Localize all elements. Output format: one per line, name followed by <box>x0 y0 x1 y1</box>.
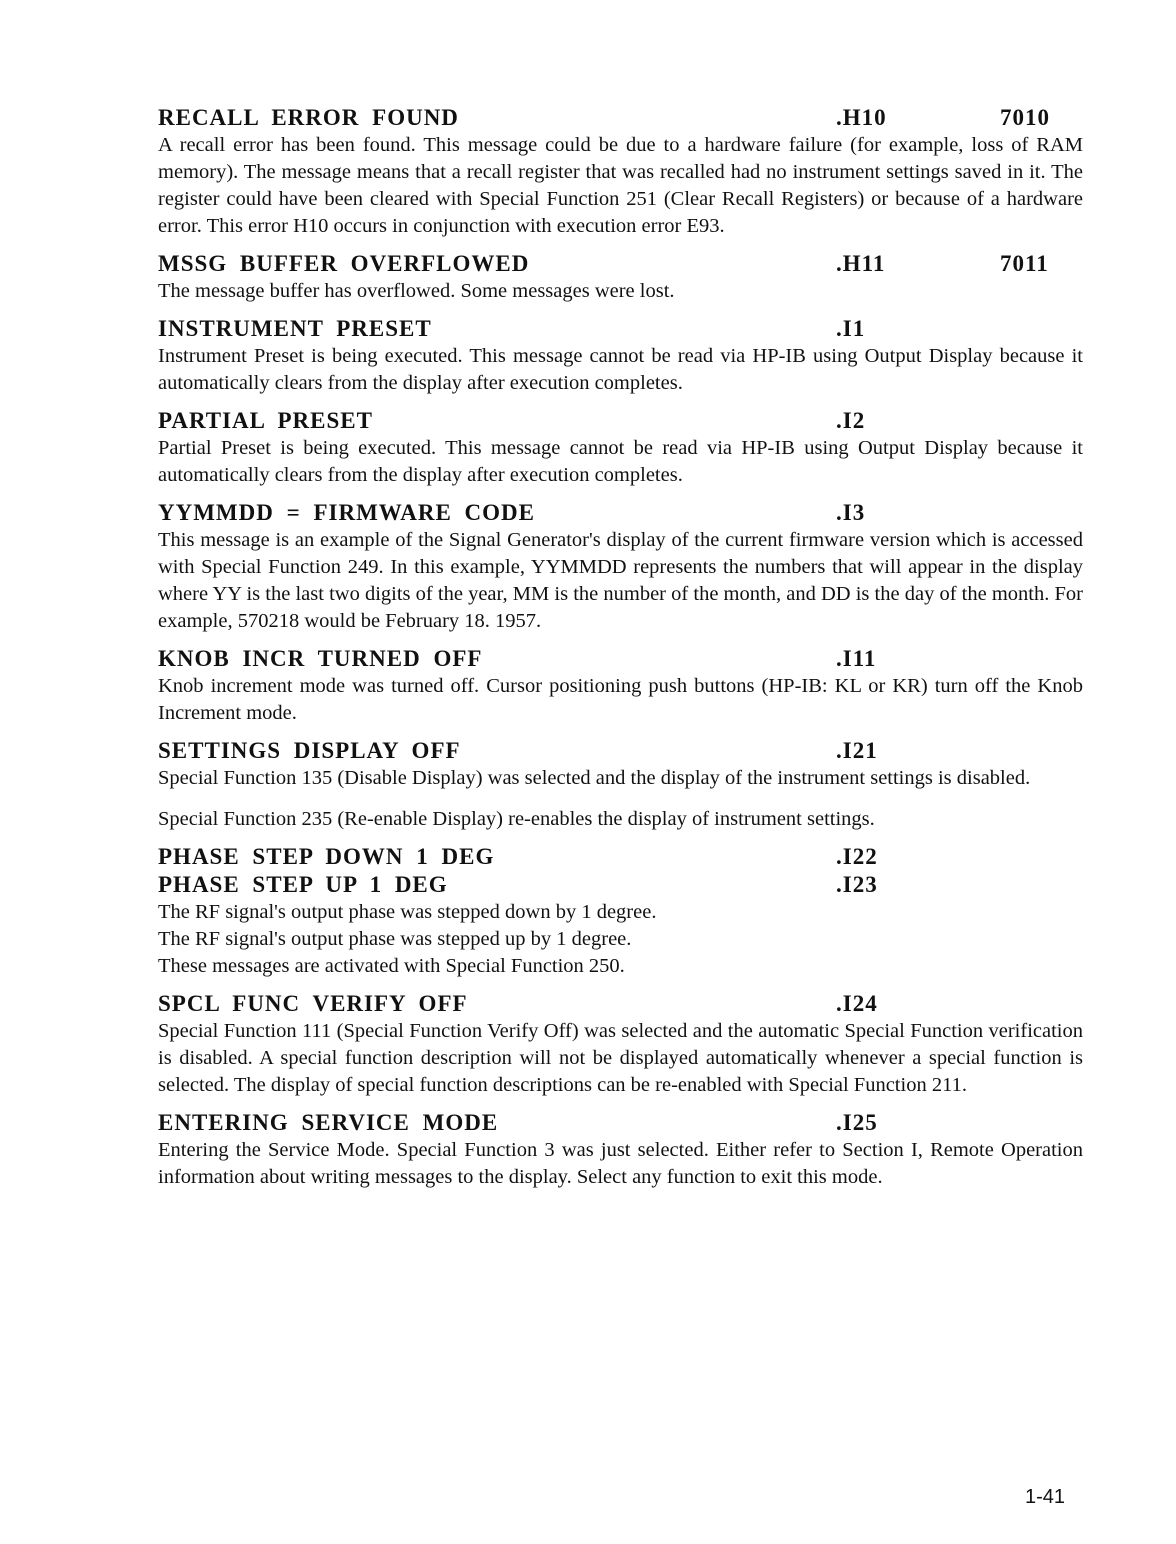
entry-line: The RF signal's output phase was stepped down by 1 degree. <box>158 901 657 923</box>
entry-code: .I1 <box>836 316 866 341</box>
entry-knob-incr-turned-off <box>158 645 1083 727</box>
entry-firmware-code <box>158 499 1083 635</box>
entry-heading <box>158 645 1083 673</box>
entry-title: ENTERING SERVICE MODE <box>158 1110 499 1135</box>
entry-paragraph: Special Function 235 (Re-enable Display) re-enables the display of instrument settings. <box>158 808 875 830</box>
entry-heading <box>158 990 1083 1018</box>
entry-paragraph: Partial Preset is being executed. This message cannot be read via HP-IB using Output Display because it automatically clears from the display after execution completes. <box>158 437 1083 486</box>
entry-paragraph: A recall error has been found. This message could be due to a hardware failure (for example, loss of RAM memory). The message means that a recall register that was recalled had no instrument settings saved in it. The register could have been cleared with Special Function 251 (Clear Recall Registers) or because of a hardware error. This error H10 occurs in conjunction with execution error E93. <box>158 134 1083 237</box>
entry-code: .H11 <box>836 251 886 276</box>
entry-paragraph: The message buffer has overflowed. Some messages were lost. <box>158 280 675 302</box>
entry-number: 7011 <box>1000 251 1049 276</box>
entry-code: .I22 <box>836 844 878 869</box>
entry-title: YYMMDD = FIRMWARE CODE <box>158 500 535 525</box>
entry-heading <box>158 250 1083 278</box>
entry-code: .I3 <box>836 500 866 525</box>
entry-description <box>158 1018 1083 1099</box>
entry-description <box>158 673 1083 727</box>
entry-paragraph: Special Function 111 (Special Function Verify Off) was selected and the automatic Special Function verification is disabled. A special function description will not be displayed automatically whenever a special function is selected. The display of special function descriptions can be re-enabled with Special Function 211. <box>158 1020 1083 1096</box>
entry-description <box>158 527 1083 635</box>
entry-line: These messages are activated with Special Function 250. <box>158 955 625 977</box>
entry-description <box>158 1137 1083 1191</box>
entry-line: The RF signal's output phase was stepped up by 1 degree. <box>158 928 632 950</box>
entry-title: SPCL FUNC VERIFY OFF <box>158 991 468 1016</box>
page-number: 1-41 <box>1025 1486 1066 1508</box>
entry-title: PARTIAL PRESET <box>158 408 373 433</box>
entry-title: PHASE STEP UP 1 DEG <box>158 872 448 897</box>
entry-code: .I2 <box>836 408 866 433</box>
entry-paragraph: Instrument Preset is being executed. This message cannot be read via HP-IB using Output Display because it automatically clears from the display after execution completes. <box>158 345 1083 394</box>
entry-instrument-preset <box>158 315 1083 397</box>
entry-description <box>158 132 1083 240</box>
entry-description <box>158 343 1083 397</box>
entry-paragraph: This message is an example of the Signal Generator's display of the current firmware version which is accessed with Special Function 249. In this example, YYMMDD represents the numbers that will appear in the display where YY is the last two digits of the year, MM is the number of the month, and DD is the day of the month. For example, 570218 would be February 18. 1957. <box>158 529 1083 632</box>
entry-heading <box>158 737 1083 765</box>
entry-title: MSSG BUFFER OVERFLOWED <box>158 251 530 276</box>
entry-settings-display-off <box>158 737 1083 833</box>
entry-heading <box>158 104 1083 132</box>
entry-title: INSTRUMENT PRESET <box>158 316 432 341</box>
entry-title: SETTINGS DISPLAY OFF <box>158 738 461 763</box>
entry-code: .I25 <box>836 1110 878 1135</box>
entry-code: .I11 <box>836 646 877 671</box>
entry-recall-error-found <box>158 104 1083 240</box>
entry-heading <box>158 315 1083 343</box>
entry-title: RECALL ERROR FOUND <box>158 105 459 130</box>
entry-entering-service-mode <box>158 1109 1083 1191</box>
entry-code: .H10 <box>836 105 887 130</box>
entry-number: 7010 <box>1000 105 1050 130</box>
entry-title: KNOB INCR TURNED OFF <box>158 646 483 671</box>
entry-heading-secondary <box>158 871 1083 899</box>
entry-code: .I24 <box>836 991 878 1016</box>
entry-code: .I21 <box>836 738 878 763</box>
entry-description <box>158 765 1083 833</box>
entry-phase-step <box>158 843 1083 980</box>
entry-paragraph: Special Function 135 (Disable Display) was selected and the display of the instrument settings is disabled. <box>158 767 1031 789</box>
entry-mssg-buffer-overflowed <box>158 250 1083 305</box>
entry-heading <box>158 499 1083 527</box>
entry-heading <box>158 843 1083 871</box>
entry-heading <box>158 1109 1083 1137</box>
entry-description <box>158 899 1083 980</box>
entry-title: PHASE STEP DOWN 1 DEG <box>158 844 495 869</box>
entry-description <box>158 278 1083 305</box>
document-body <box>158 104 1083 1191</box>
entry-paragraph: Entering the Service Mode. Special Function 3 was just selected. Either refer to Section I, Remote Operation information about writing messages to the display. Select any function to exit this mode. <box>158 1139 1083 1188</box>
entry-heading <box>158 407 1083 435</box>
entry-description <box>158 435 1083 489</box>
entry-code: .I23 <box>836 872 878 897</box>
entry-partial-preset <box>158 407 1083 489</box>
entry-paragraph: Knob increment mode was turned off. Cursor positioning push buttons (HP-IB: KL or KR) turn off the Knob Increment mode. <box>158 675 1083 724</box>
entry-spcl-func-verify-off <box>158 990 1083 1099</box>
